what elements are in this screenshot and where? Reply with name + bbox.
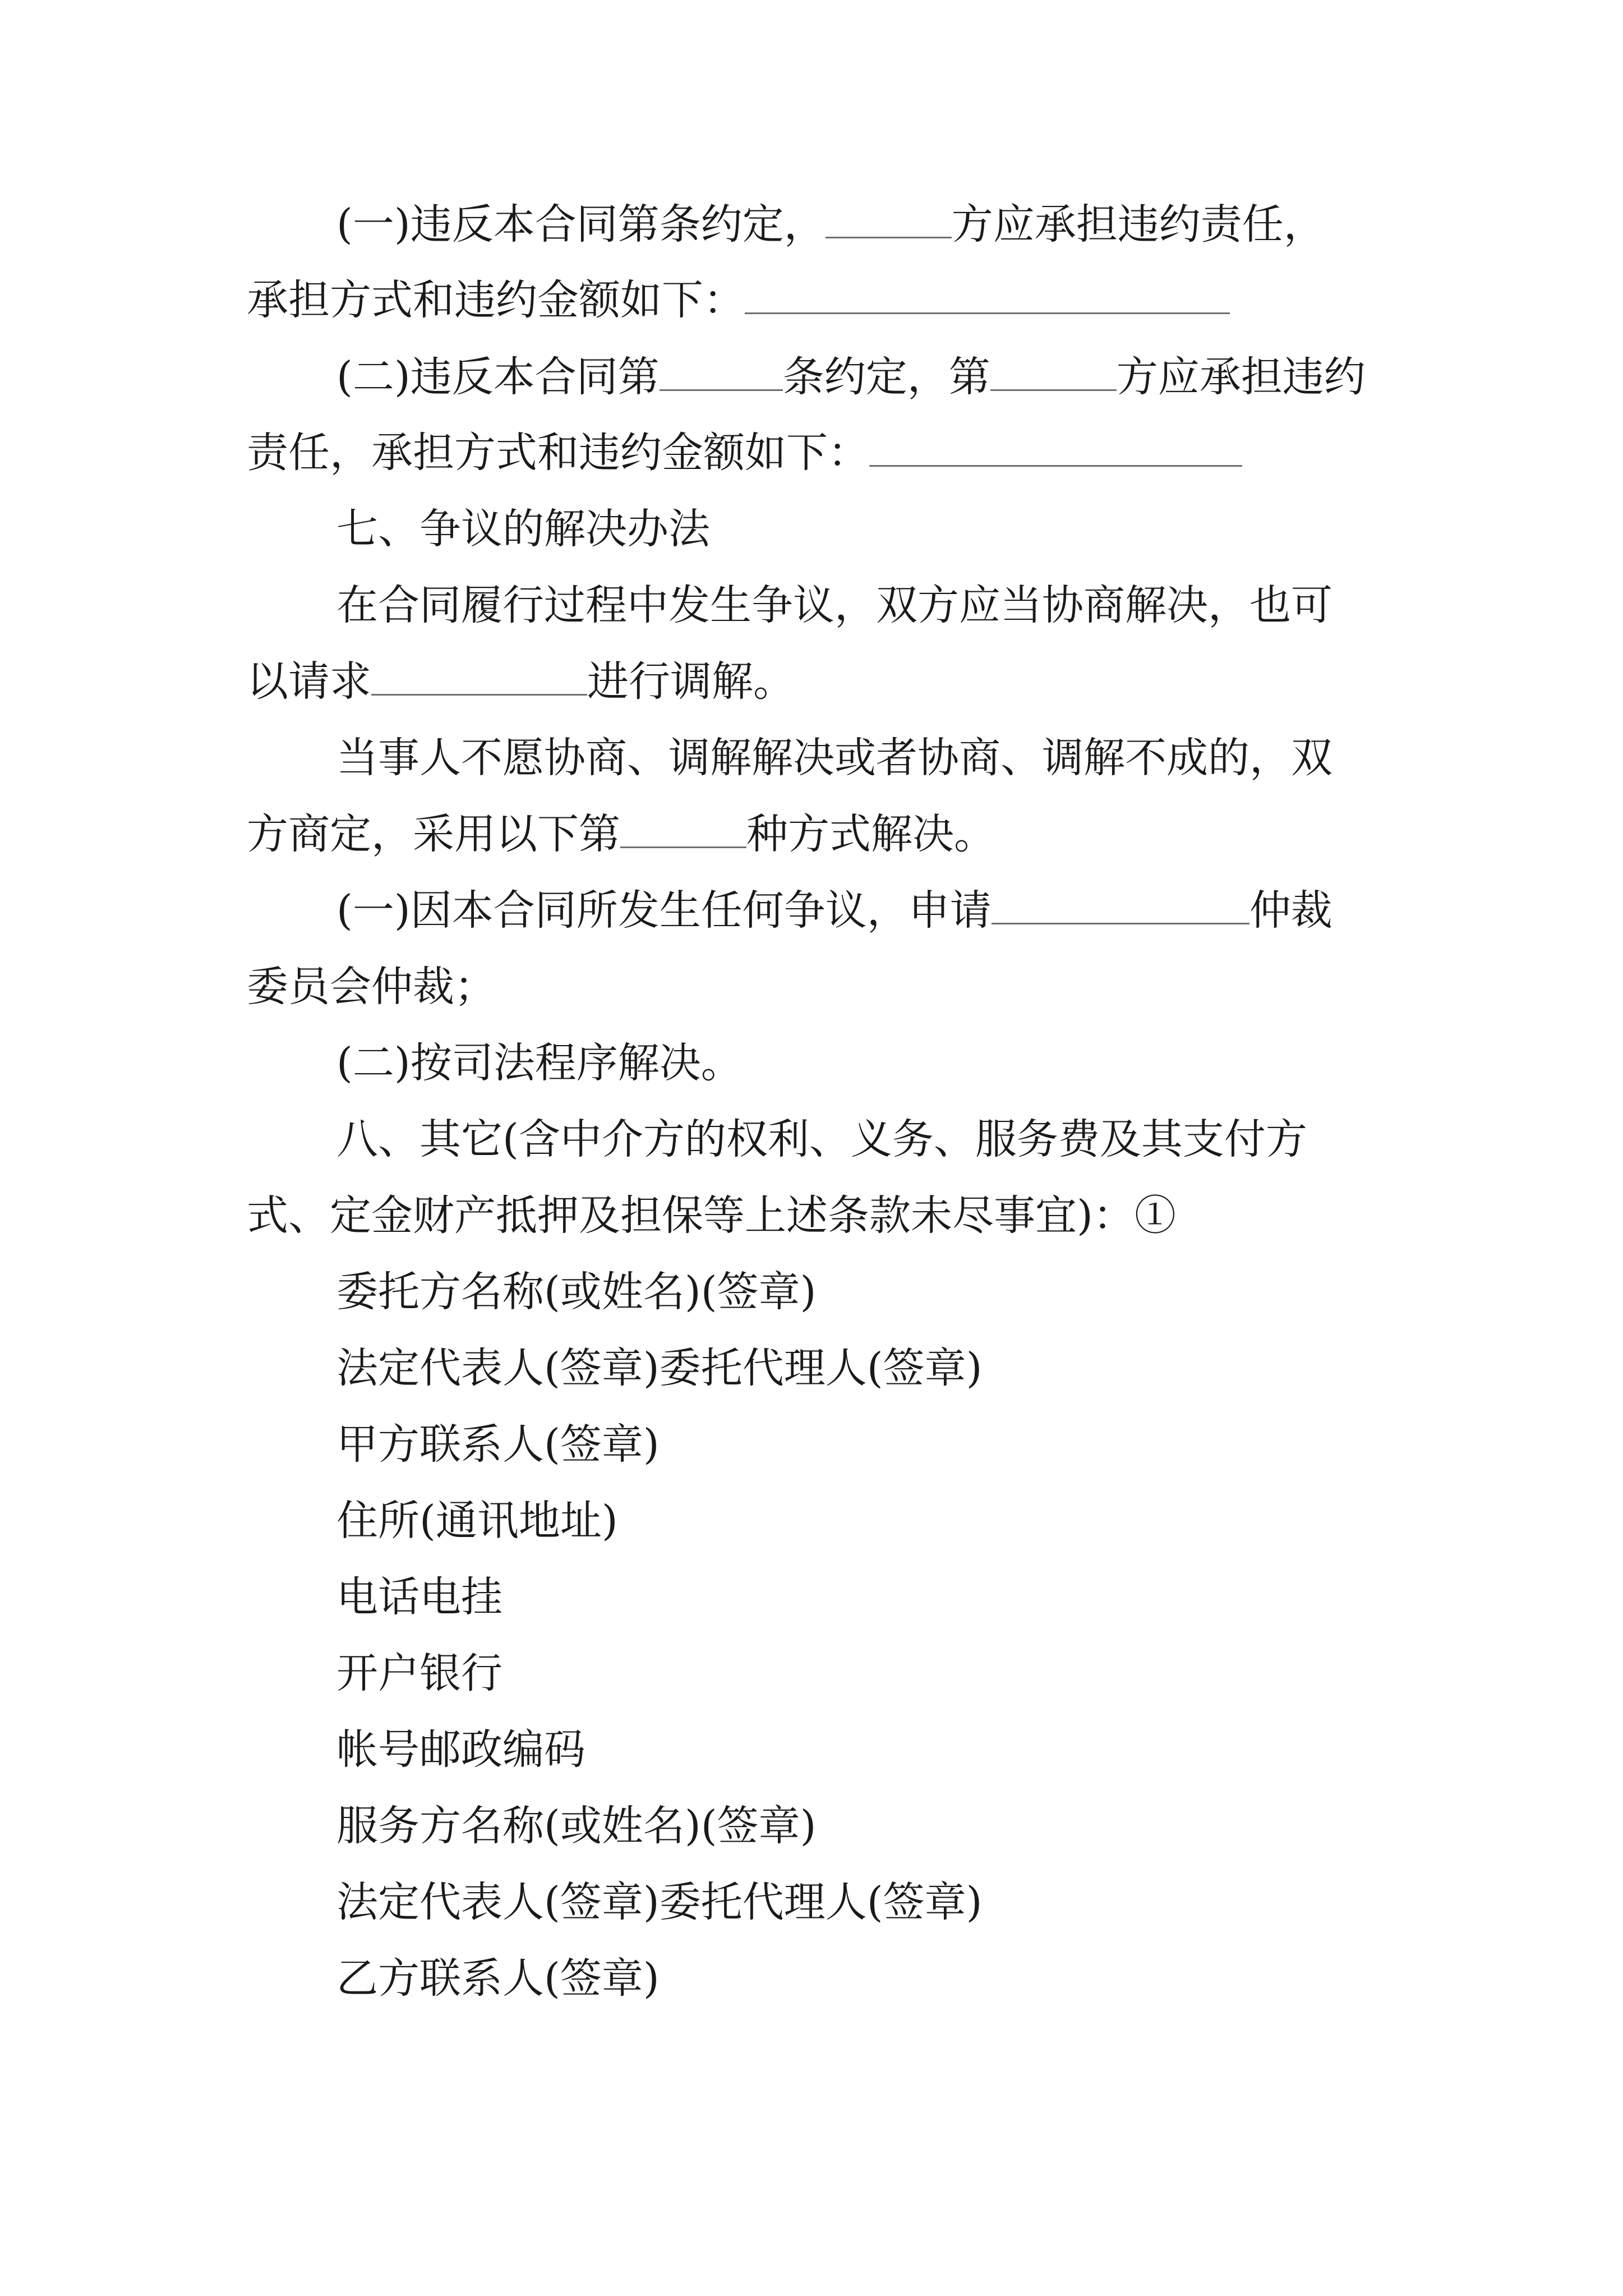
section-7-p1-prefix: 以请求 (247, 657, 371, 706)
section-7-option-1-line2-text: 委员会仲裁； (247, 963, 496, 1011)
signature-party-b-contact (0, 1948, 1623, 2009)
signature-client-name (0, 1261, 1623, 1323)
clause-6-1-middle: 方应承担违约责任， (951, 200, 1325, 249)
blank-field[interactable] (992, 889, 1249, 924)
blank-field[interactable] (745, 279, 1230, 314)
blank-field[interactable] (990, 356, 1117, 391)
signature-line-text: 住所(通讯地址) (336, 1497, 618, 1545)
signature-line-text: 电话电挂 (336, 1573, 502, 1621)
signature-line-text: 法定代表人(签章)委托代理人(签章) (336, 1878, 983, 1926)
section-8-line1-text: 八、其它(含中介方的权利、义务、服务费及其支付方 (336, 1115, 1307, 1163)
signature-line-text: 法定代表人(签章)委托代理人(签章) (336, 1344, 983, 1392)
clause-6-1-line1 (0, 194, 1623, 255)
section-7-option-2 (0, 1032, 1623, 1094)
signature-account-postcode (0, 1719, 1623, 1780)
section-7-p2-prefix: 方商定，采用以下第 (247, 810, 620, 858)
clause-6-2-line2 (0, 422, 1623, 484)
signature-address (0, 1490, 1623, 1552)
blank-field[interactable] (826, 203, 952, 238)
section-8-line2 (0, 1185, 1623, 1246)
signature-provider-name (0, 1795, 1623, 1857)
clause-6-2-suffix: 方应承担违约 (1116, 353, 1366, 401)
section-7-p1-line1-text: 在合同履行过程中发生争议，双方应当协商解决，也可 (336, 581, 1332, 629)
section-7-p2-line2 (0, 803, 1623, 865)
clause-6-2-line2-text: 责任，承担方式和违约金额如下： (247, 429, 869, 477)
clause-6-1-prefix: (一)违反本合同第条约定， (336, 200, 826, 249)
blank-field[interactable] (371, 660, 587, 696)
section-7-heading (0, 498, 1623, 560)
clause-6-1-line2 (0, 269, 1623, 331)
section-7-p1-line2 (0, 651, 1623, 712)
section-7-option-1-line1 (0, 880, 1623, 941)
blank-field[interactable] (620, 813, 746, 848)
section-7-p1-line1 (0, 574, 1623, 636)
signature-bank (0, 1642, 1623, 1704)
signature-provider-representative (0, 1871, 1623, 1933)
section-7-option-1-line2 (0, 956, 1623, 1018)
blank-field[interactable] (660, 356, 783, 391)
section-7-p2-suffix: 种方式解决。 (746, 810, 995, 858)
section-7-option-1-prefix: (一)因本合同所发生任何争议，申请 (336, 886, 992, 935)
clause-6-2-middle: 条约定，第 (782, 353, 990, 401)
clause-6-2-prefix: (二)违反本合同第 (336, 353, 660, 401)
signature-phone (0, 1566, 1623, 1628)
clause-6-1-line2-text: 承担方式和违约金额如下： (247, 276, 745, 324)
signature-line-text: 帐号邮政编码 (336, 1726, 585, 1774)
section-7-option-1-suffix: 仲裁 (1249, 886, 1332, 935)
signature-party-a-contact (0, 1414, 1623, 1475)
signature-line-text: 甲方联系人(签章) (336, 1420, 660, 1469)
signature-line-text: 服务方名称(或姓名)(签章) (336, 1802, 817, 1850)
blank-field[interactable] (869, 431, 1242, 467)
section-7-option-2-text: (二)按司法程序解决。 (336, 1039, 743, 1087)
section-7-heading-text: 七、争议的解决办法 (336, 505, 710, 553)
section-8-line1 (0, 1108, 1623, 1170)
clause-6-2-line1 (0, 346, 1623, 408)
section-7-p2-line1-text: 当事人不愿协商、调解解决或者协商、调解不成的，双 (336, 734, 1332, 782)
signature-line-text: 开户银行 (336, 1649, 502, 1697)
section-7-p1-suffix: 进行调解。 (587, 657, 795, 706)
signature-line-text: 乙方联系人(签章) (336, 1954, 660, 2003)
section-7-p2-line1 (0, 727, 1623, 789)
signature-line-text: 委托方名称(或姓名)(签章) (336, 1268, 817, 1316)
signature-client-representative (0, 1337, 1623, 1399)
section-8-line2-text: 式、定金财产抵押及担保等上述条款未尽事宜)：① (247, 1191, 1176, 1240)
